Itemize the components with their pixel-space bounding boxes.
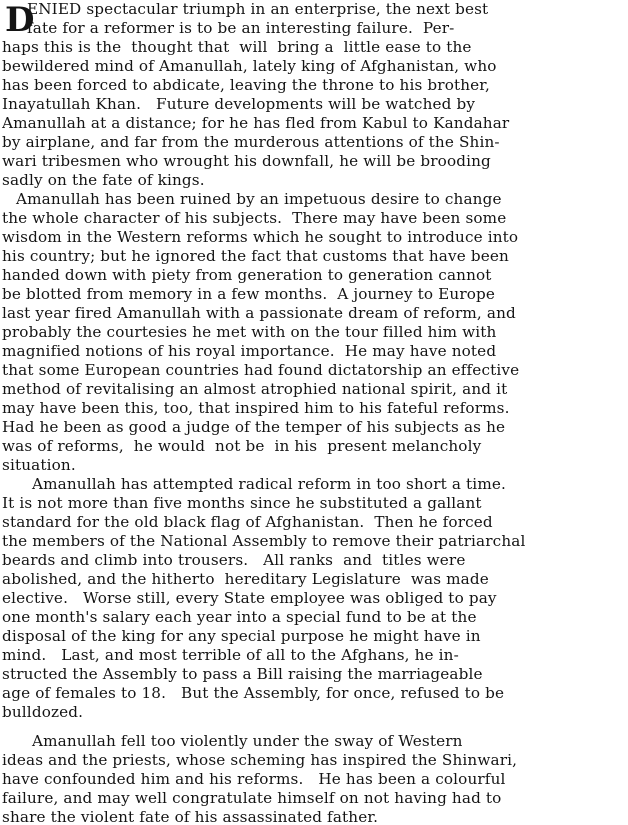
article-line: share the violent fate of his assassinated father.	[2, 808, 379, 825]
article-line: elective. Worse still, every State employee was obliged to pay	[2, 589, 497, 607]
article-line: Amanullah has been ruined by an impetuous desire to change	[16, 190, 502, 208]
article-line: that some European countries had found dictatorship an effective	[2, 361, 520, 379]
article-line: his country; but he ignored the fact that customs that have been	[2, 247, 509, 265]
article-line: the whole character of his subjects. There may have been some	[2, 209, 507, 227]
article-line: ENIED spectacular triumph in an enterprise, the next best	[27, 0, 489, 18]
article-line: may have been this, too, that inspired him to his fateful reforms.	[2, 399, 510, 417]
article-line: has been forced to abdicate, leaving the throne to his brother,	[2, 76, 491, 94]
article-line: Amanullah at a distance; for he has fled from Kabul to Kandahar	[2, 114, 510, 132]
article-line: handed down with piety from generation to generation cannot	[2, 266, 492, 284]
article-line: be blotted from memory in a few months. A journey to Europe	[2, 285, 496, 303]
article-line: bulldozed.	[2, 703, 84, 721]
article-line: fate for a reformer is to be an interesting failure. Per-	[27, 19, 455, 37]
article-line: abolished, and the hitherto hereditary Legislature was made	[2, 570, 489, 588]
article-line: probably the courtesies he met with on the tour filled him with	[2, 323, 497, 341]
article-line: bewildered mind of Amanullah, lately king of Afghanistan, who	[2, 57, 497, 75]
article-line: It is not more than five months since he substituted a gallant	[2, 494, 482, 512]
newspaper-article	[2, 0, 626, 825]
article-line: method of revitalising an almost atrophied national spirit, and it	[2, 380, 508, 398]
article-line: was of reforms, he would not be in his present melancholy	[2, 437, 482, 455]
article-line: Inayatullah Khan. Future developments will be watched by	[2, 95, 476, 113]
article-line: haps this is the thought that will bring a little ease to the	[2, 38, 472, 56]
article-line: last year fired Amanullah with a passionate dream of reform, and	[2, 304, 516, 322]
article-line: Had he been as good a judge of the temper of his subjects as he	[2, 418, 506, 436]
article-line: age of females to 18. But the Assembly, for once, refused to be	[2, 684, 505, 702]
article-line: situation.	[2, 456, 76, 474]
article-line: Amanullah fell too violently under the sway of Western	[32, 732, 463, 750]
article-line: wisdom in the Western reforms which he sought to introduce into	[2, 228, 519, 246]
article-line: standard for the old black flag of Afghanistan. Then he forced	[2, 513, 493, 531]
article-line: mind. Last, and most terrible of all to the Afghans, he in-	[2, 646, 459, 664]
article-line: sadly on the fate of kings.	[2, 171, 205, 189]
article-line: Amanullah has attempted radical reform in too short a time.	[32, 475, 506, 493]
article-line: beards and climb into trousers. All ranks and titles were	[2, 551, 466, 569]
article-line: ideas and the priests, whose scheming has inspired the Shinwari,	[2, 751, 518, 769]
article-line: have confounded him and his reforms. He has been a colourful	[2, 770, 506, 788]
article-line: structed the Assembly to pass a Bill raising the marriageable	[2, 665, 483, 683]
article-line: wari tribesmen who wrought his downfall, he will be brooding	[2, 152, 491, 170]
drop-cap: D	[5, 0, 35, 40]
article-line: disposal of the king for any special purpose he might have in	[2, 627, 481, 645]
article-line: the members of the National Assembly to remove their patriarchal	[2, 532, 526, 550]
article-line: by airplane, and far from the murderous attentions of the Shin-	[2, 133, 500, 151]
article-line: one month's salary each year into a special fund to be at the	[2, 608, 477, 626]
article-line: failure, and may well congratulate himself on not having had to	[2, 789, 502, 807]
article-line: magnified notions of his royal importance. He may have noted	[2, 342, 497, 360]
